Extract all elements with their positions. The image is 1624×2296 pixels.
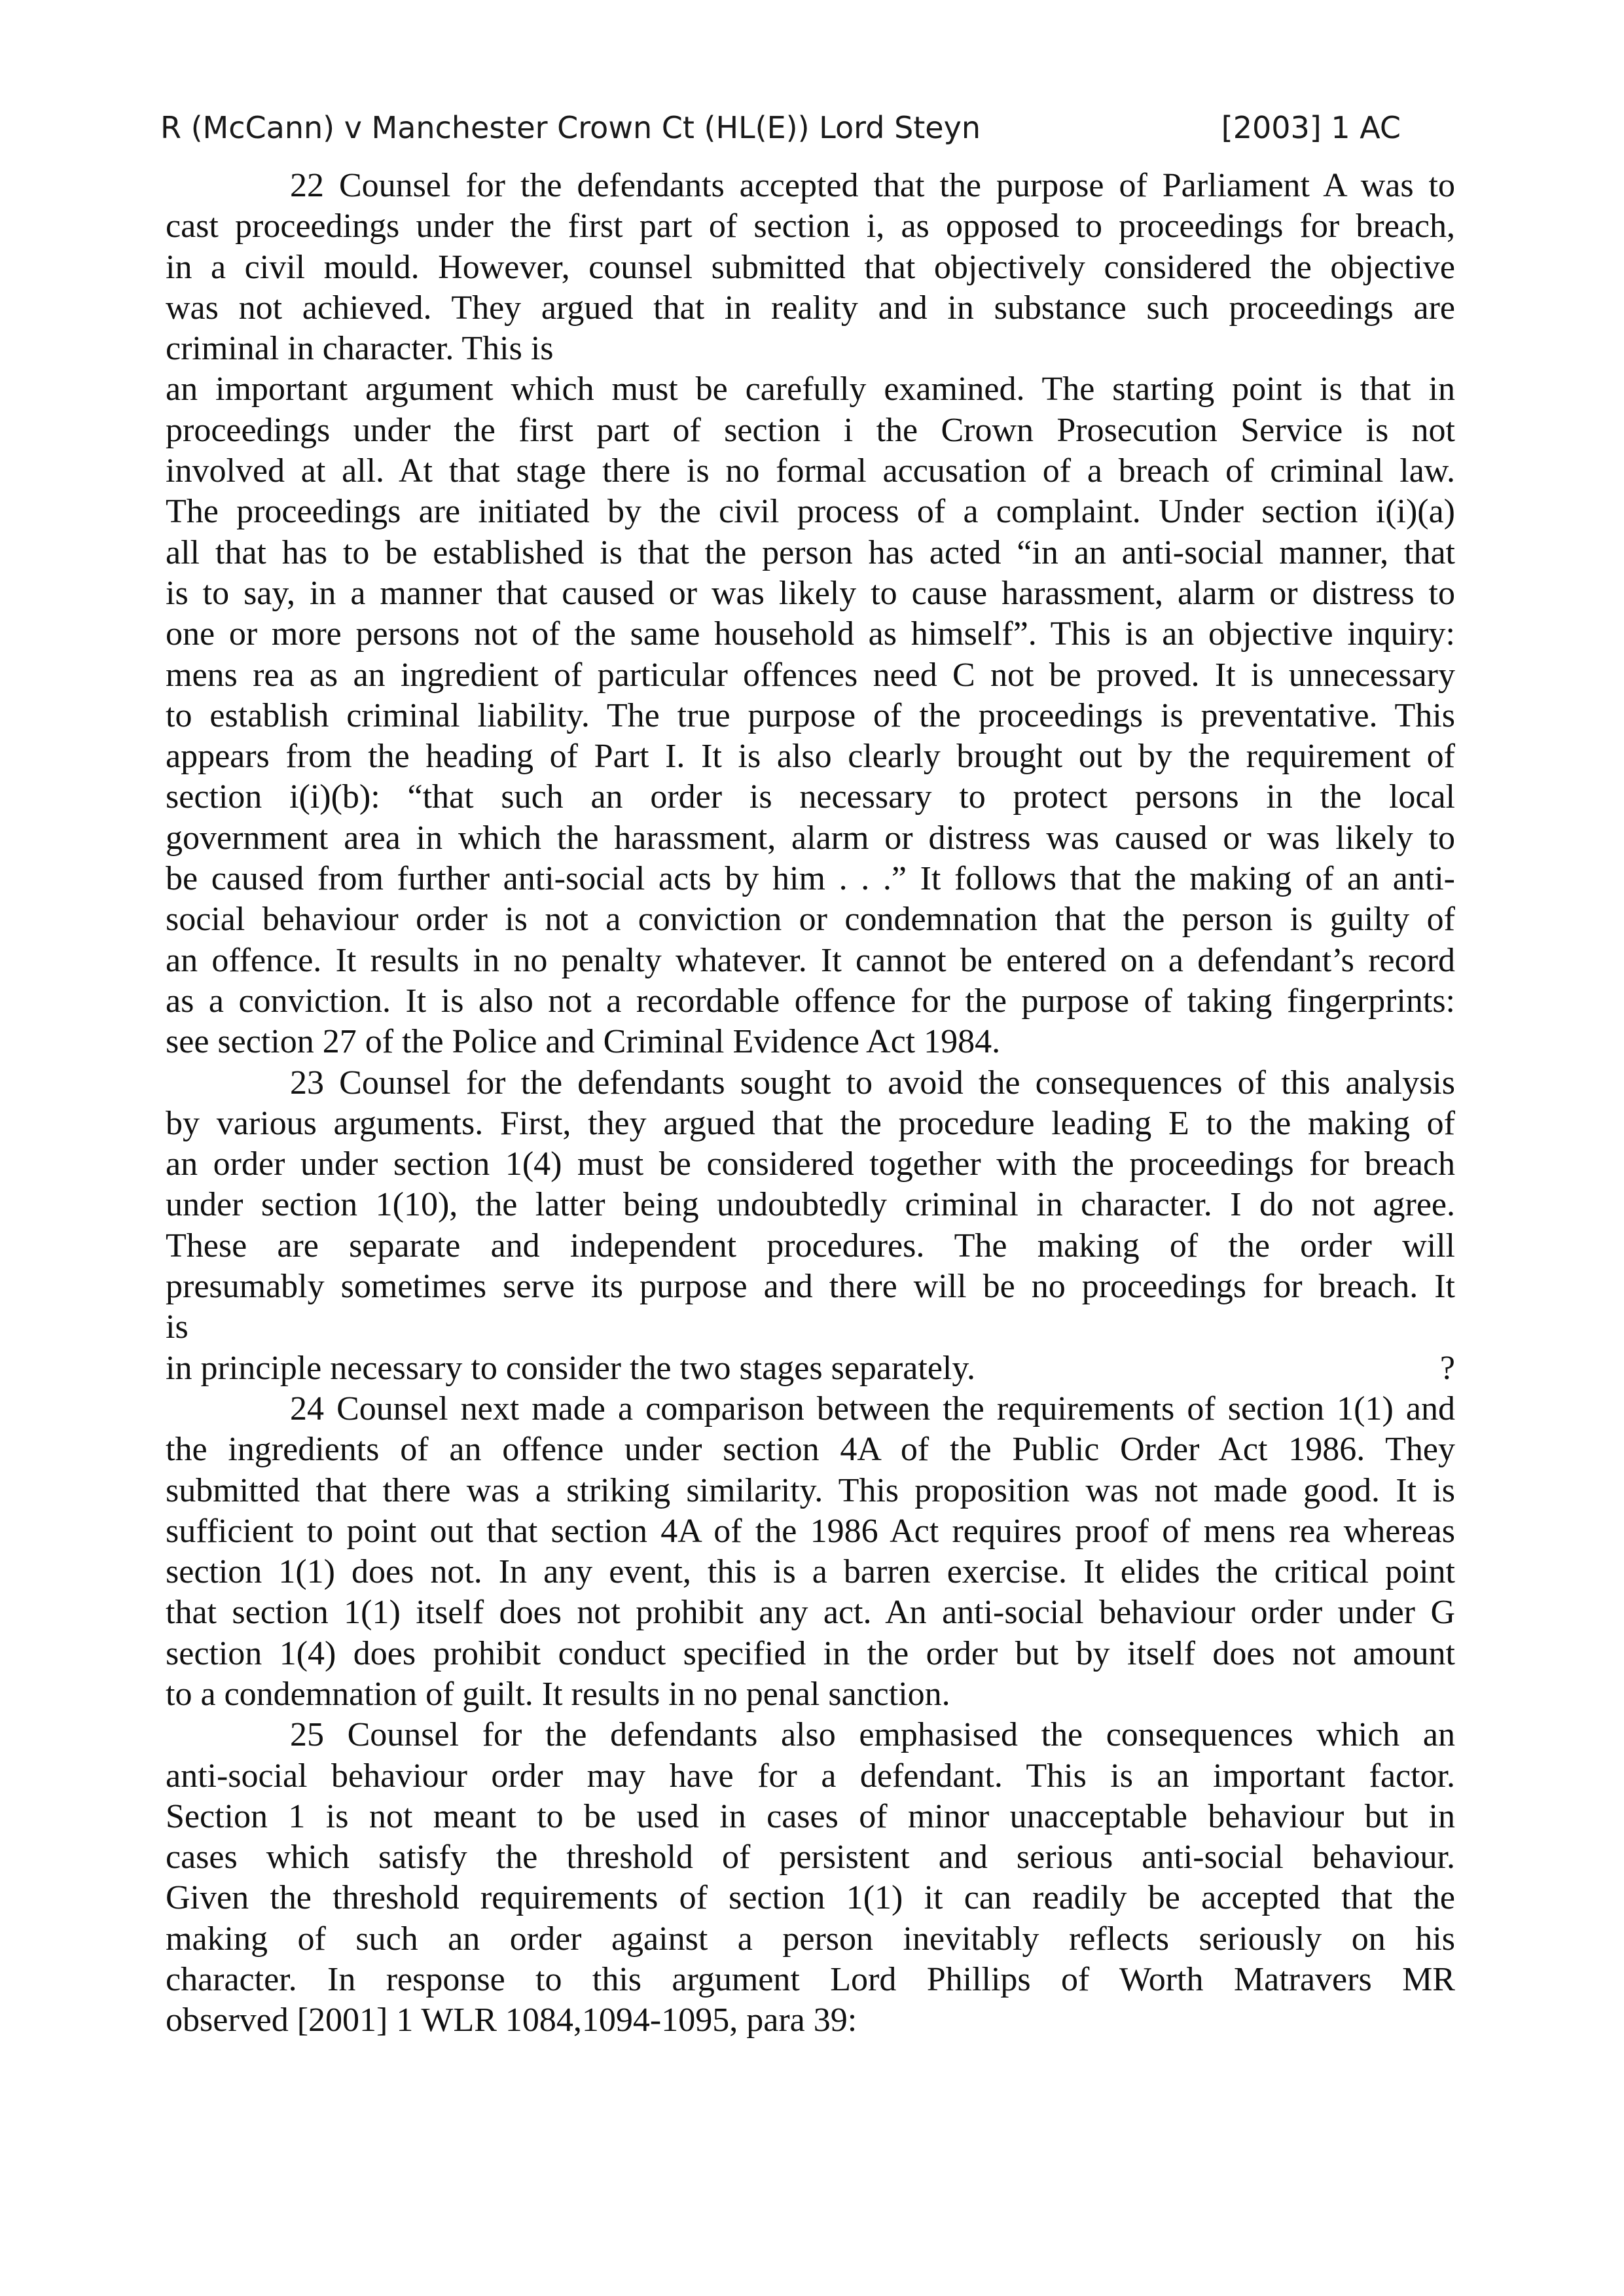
line-text: in a civil mould. However, counsel submitted that objectively considered the objective: [166, 248, 1455, 286]
text-line: [166, 777, 1455, 817]
line-text: Section 1 is not meant to be used in cases of minor unacceptable behaviour but in: [166, 1797, 1455, 1835]
line-text: 25 Counsel for the defendants also emphasised the consequences which an: [290, 1716, 1455, 1754]
line-text: sufficient to point out that section 4A of the 1986 Act requires proof of mens rea whereas: [166, 1512, 1455, 1550]
line-text: These are separate and independent procedures. The making of the order will: [166, 1227, 1455, 1265]
line-text: one or more persons not of the same household as himself”. This is an objective inquiry:: [166, 615, 1455, 653]
judgment-body: [166, 166, 1455, 2041]
text-line: [166, 696, 1455, 736]
line-text: making of such an order against a person inevitably reflects seriously on his: [166, 1920, 1455, 1958]
text-line: [166, 1511, 1455, 1552]
text-line: [166, 1674, 1455, 1715]
header-case-title: R (McCann) v Manchester Crown Ct (HL(E)) Lord Steyn: [160, 110, 981, 145]
text-line: [166, 2000, 1455, 2041]
text-line: [166, 1634, 1455, 1674]
line-text: is to say, in a manner that caused or was likely to cause harassment, alarm or distress to: [166, 574, 1455, 612]
line-text: Given the threshold requirements of section 1(1) it can readily be accepted that the: [166, 1879, 1455, 1917]
line-text: section 1(4) does prohibit conduct specified in the order but by itself does not amount: [166, 1634, 1455, 1672]
line-text: as a conviction. It is also not a recordable offence for the purpose of taking fingerprints:: [166, 982, 1455, 1020]
line-text: the ingredients of an offence under section 4A of the Public Order Act 1986. They: [166, 1431, 1455, 1469]
text-line: [166, 941, 1455, 981]
text-line: [166, 288, 1455, 329]
line-text: proceedings under the first part of section i the Crown Prosecution Service is not: [166, 411, 1455, 449]
line-text: all that has to be established is that the person has acted “in an anti-social manner, that: [166, 533, 1455, 571]
line-text: involved at all. At that stage there is no formal accusation of a breach of criminal law.: [166, 452, 1455, 490]
line-text: government area in which the harassment, alarm or distress was caused or was likely to: [166, 819, 1455, 857]
line-text: 23 Counsel for the defendants sought to avoid the consequences of this analysis: [290, 1064, 1455, 1102]
text-line: [166, 1960, 1455, 2000]
text-line: [166, 1307, 1455, 1348]
text-line: [166, 329, 1455, 369]
text-line: [166, 1471, 1455, 1511]
text-line: [166, 1063, 1455, 1103]
text-line: [166, 1103, 1455, 1144]
header-citation: [2003] 1 AC: [1221, 110, 1401, 145]
running-header: [160, 105, 1401, 151]
text-line: [166, 166, 1455, 206]
text-line: [166, 1552, 1455, 1592]
line-text: 24 Counsel next made a comparison between the requirements of section 1(1) and: [290, 1390, 1455, 1427]
line-text: an important argument which must be carefully examined. The starting point is that in: [166, 370, 1455, 408]
text-line: [166, 1185, 1455, 1225]
text-line: [166, 1837, 1455, 1878]
text-line: [166, 981, 1455, 1022]
line-text: an order under section 1(4) must be considered together with the proceedings for breach: [166, 1145, 1455, 1183]
line-text: section 1(1) does not. In any event, this is a barren exercise. It elides the critical point: [166, 1553, 1455, 1591]
text-line: [166, 369, 1455, 410]
line-text: mens rea as an ingredient of particular offences need C not be proved. It is unnecessary: [166, 656, 1455, 694]
line-text: see section 27 of the Police and Criminal Evidence Act 1984.: [166, 1023, 1001, 1061]
text-line: [166, 1756, 1455, 1797]
line-text: in principle necessary to consider the two stages separately.: [166, 1349, 975, 1387]
line-text: submitted that there was a striking similarity. This proposition was not made good. It is: [166, 1471, 1455, 1509]
line-text: criminal in character. This is: [166, 330, 554, 368]
line-text: by various arguments. First, they argued that the procedure leading E to the making of: [166, 1104, 1455, 1142]
text-line: [166, 410, 1455, 451]
text-line: [166, 533, 1455, 573]
line-text: that section 1(1) itself does not prohibit any act. An anti-social behaviour order under G: [166, 1594, 1455, 1632]
text-line: [166, 655, 1455, 696]
line-text: to a condemnation of guilt. It results in no penal sanction.: [166, 1675, 950, 1713]
line-text: to establish criminal liability. The true purpose of the proceedings is preventative. This: [166, 696, 1455, 734]
line-text: anti-social behaviour order may have for a defendant. This is an important factor.: [166, 1757, 1455, 1795]
line-text: under section 1(10), the latter being undoubtedly criminal in character. I do not agree.: [166, 1186, 1455, 1224]
text-line: [166, 492, 1455, 532]
text-line: [166, 899, 1455, 940]
line-text: observed [2001] 1 WLR 1084,1094-1095, para 39:: [166, 2001, 857, 2039]
text-line: [166, 206, 1455, 247]
line-text: presumably sometimes serve its purpose and there will be no proceedings for breach. It: [166, 1268, 1455, 1306]
text-line: [166, 573, 1455, 614]
text-line: [166, 451, 1455, 492]
text-line: [166, 1266, 1455, 1307]
line-text: appears from the heading of Part I. It is also clearly brought out by the requirement of: [166, 738, 1455, 776]
line-text: cases which satisfy the threshold of persistent and serious anti-social behaviour.: [166, 1839, 1455, 1876]
text-line: [166, 1429, 1455, 1470]
line-text: character. In response to this argument Lord Phillips of Worth Matravers MR: [166, 1961, 1455, 1999]
text-line: [166, 1022, 1455, 1062]
text-line: [166, 818, 1455, 859]
text-line: [166, 736, 1455, 777]
line-text: was not achieved. They argued that in reality and in substance such proceedings are: [166, 289, 1455, 327]
text-line: [166, 1226, 1455, 1266]
text-line: [166, 247, 1455, 288]
text-line: [166, 1348, 1455, 1389]
margin-note: ?: [1439, 1349, 1455, 1387]
line-text: social behaviour order is not a conviction or condemnation that the person is guilty of: [166, 901, 1455, 939]
line-text: is: [166, 1308, 189, 1346]
line-text: 22 Counsel for the defendants accepted that the purpose of Parliament A was to: [290, 167, 1455, 204]
text-line: [166, 1919, 1455, 1960]
text-line: [166, 1144, 1455, 1185]
line-text: section i(i)(b): “that such an order is necessary to protect persons in the local: [166, 778, 1455, 816]
line-text: The proceedings are initiated by the civil process of a complaint. Under section i(i)(a): [166, 493, 1455, 531]
text-line: [166, 1797, 1455, 1837]
line-text: cast proceedings under the first part of section i, as opposed to proceedings for breach,: [166, 207, 1455, 245]
line-text: be caused from further anti-social acts by him . . .” It follows that the making of an anti-: [166, 860, 1455, 898]
text-line: [166, 614, 1455, 655]
line-text: an offence. It results in no penalty whatever. It cannot be entered on a defendant’s record: [166, 941, 1455, 979]
text-line: [166, 1715, 1455, 1755]
text-line: [166, 1592, 1455, 1633]
text-line: [166, 859, 1455, 899]
text-line: [166, 1878, 1455, 1918]
text-line: [166, 1389, 1455, 1429]
